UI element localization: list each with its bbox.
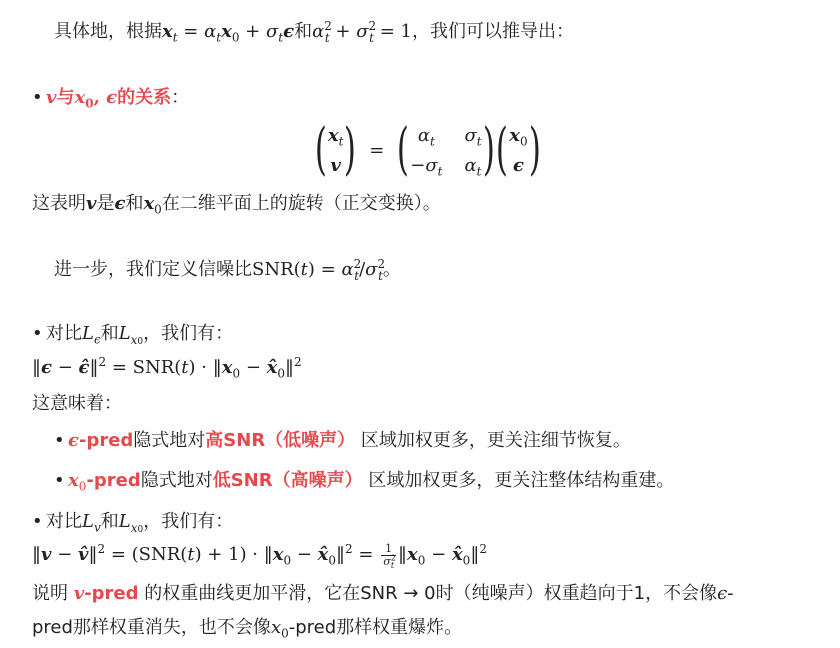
bullet-icon: • [32,87,43,108]
intro-line: 具体地，根据$x_t = \alpha_tx_0 + \sigma_t\epsilon$和$\alpha^2_t + \sigma^2_t = 1$，我们可以推导出： [54,19,574,45]
eps-pred-item: • ϵ-pred隐式地对高SNR（低噪声） 区域加权更多，更关注细节恢复。 [54,427,631,455]
matrix-rotation: $\alpha_t$ $\sigma_t$ $-\sigma_t$ $\alpha_t$ [410,124,482,179]
matrix-lhs: $x_t$ v [327,124,344,176]
conclusion-line-2: pred那样权重消失，也不会像$x_0$-pred那样权重爆炸。 [32,617,463,641]
compare-v-x0: • 对比$L_v$和$L_{x0}$，我们有： [32,508,233,536]
conclusion-line-1: 说明 v-pred 的权重曲线更加平滑，它在SNR → 0时（纯噪声）权重趋向于1，不会像ϵ- [32,583,734,604]
intro-eq2: $\alpha^2_t + \sigma^2_t = 1$ [312,19,412,45]
v-relation-heading: • v与$x_0$, ϵ的关系： [32,84,189,112]
matrix-rhs: $x_0$ ϵ [509,124,528,176]
intro-eq: $x_t = \alpha_tx_0 + \sigma_t\epsilon$ [162,21,295,45]
bullet-icon: • [54,470,65,491]
snr-definition: 进一步，我们定义信噪比$SNR(t) = \alpha^2_t/\sigma^2_t$。 [54,257,401,283]
snr-eq: $SNR(t) = \alpha^2_t/\sigma^2_t$ [252,257,386,283]
eq-eps-loss: ‖ϵ − ϵ̂‖$^2$ = $SNR(t) \cdot ‖x_0$ − $x̂_0‖^2$ [32,355,302,381]
matrix-equation: ( $x_t$ v ) = ( $\alpha_t$ $\sigma_t$ $-\sigma_t$ $\alpha_t$ ) ( $x_0$ ϵ ) [314,117,541,182]
compare-eps-x0: • 对比$L_\epsilon$和$L_{x0}$，我们有： [32,320,233,348]
means-label: 这意味着： [32,393,122,414]
x0-pred-item: • $x_0$-pred隐式地对低SNR（高噪声） 区域加权更多，更关注整体结构重建。 [54,467,674,495]
bullet-icon: • [54,430,65,451]
rotation-note: 这表明v是ϵ和$x_0$在二维平面上的旋转（正交变换）。 [32,193,441,217]
bullet-icon: • [32,511,43,532]
eq-v-loss: ‖v − v̂‖$^2$ = $(SNR(t) + 1) \cdot ‖x_0$ − $x̂_0‖^2$ = $\frac{1}{\sigma^2_t}$ $‖x_0$ − $x̂_0‖^2$ [32,541,487,570]
bullet-icon: • [32,323,43,344]
